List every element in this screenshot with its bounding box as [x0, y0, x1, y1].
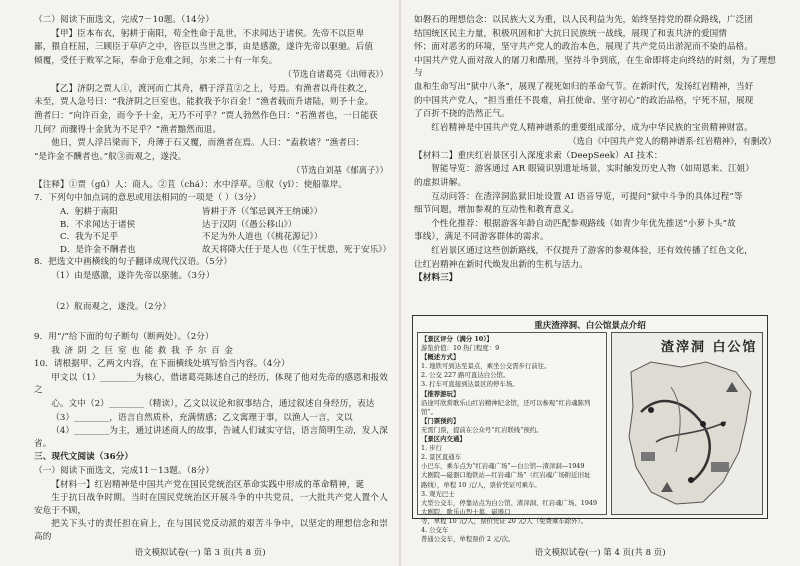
page-footer: 语文模拟试卷(一) 第 3 页(共 8 页): [134, 548, 266, 558]
q7-option-row: [34, 206, 388, 219]
material-three-label: 【材料三】: [414, 273, 458, 284]
text-line: 的中国共产党人，“担当重任不畏难，肩扛使命、坚守初心”的政治品格，宁死不屈，展现: [414, 95, 754, 106]
section3-line: 生于抗日战争时期。当时在国民党统治区开展斗争的中共党员，一大批共产党人置个人安危于不顾，: [34, 493, 388, 516]
text-line: 红岩精神是中国共产党人精神谱系的重要组成部分，成为中华民族的宝贵精神财富。: [431, 122, 753, 133]
q7-option-left: A．躬耕于南阳: [60, 206, 118, 217]
text-line: 7．下列句中加点词的意思或用法相同的一项是（ ）（3分）: [34, 193, 262, 204]
q8-line: 8．把选文中画横线的句子翻译成现代汉语。（5分）: [34, 257, 233, 268]
q10-line: 心。文中（2）________（精读），乙文以议论和叙事结合，通过叙述自身经历，表达: [51, 399, 375, 410]
q7-option-left: B．不求闻达于诸侯: [60, 219, 136, 230]
section3-line: 三、现代文阅读（36分）: [34, 452, 134, 463]
info-line: 1. 地铁可到达至景点，乘坐公交需步行前往。: [421, 362, 551, 371]
map-illustration: [611, 332, 763, 515]
text-line: 红岩景区通过这些创新路线，不仅提升了游客的参观体验，还有效传播了红色文化，: [431, 245, 753, 256]
q8-line: （1）由是感激，遂许先帝以驱驰。（3分）: [51, 270, 215, 281]
info-line: 等，单程 10 元/人，票价凭证 20 元/人（免费乘车除外）。: [421, 516, 588, 525]
text-line: 怀；面对恶劣的环境，坚守共产党人的政治本色，展现了共产党员出淤泥而不染的品格。: [414, 42, 754, 53]
info-line: 3. 打车可直接到达景区的停车场。: [421, 380, 519, 389]
scenic-info-panel: [417, 332, 607, 544]
text-line: 的虚拟讲解。: [414, 177, 467, 188]
text-line: 让红岩精神在新时代焕发出新的生机与活力。: [414, 259, 588, 270]
q7-option-right: 不足为外人道也（《桃花源记》）: [202, 232, 323, 243]
info-line: 无需门票，提前在公众号“红岩联线”预约。: [421, 425, 543, 434]
q7-option-row: [34, 219, 388, 232]
section3-line: （一）阅读下面选文，完成11－13题。（8分）: [34, 466, 215, 477]
box-title: 重庆渣滓洞、白公馆景点介绍: [534, 321, 646, 331]
info-line: 1. 步行: [421, 444, 442, 453]
text-line: 未至，贾人急号曰：“我济阴之巨室也，能救我予尔百金！”渔者载而升诸陆，则予十金。: [34, 97, 374, 108]
text-line: 如磐石的理想信念：以民族大义为重，以人民利益为先，始终坚持党的群众路线，广泛团: [414, 15, 754, 25]
q10-line: 10．请根据甲、乙两文内容，在下面横线处填写恰当内容。（4分）: [34, 359, 290, 370]
info-line: 【景区评分（满分 10）】: [421, 335, 493, 343]
text-line: 智能导览：游客通过 AR 眼镜识别遗址场景，实时触发历史人物（如周恩来、江姐）: [431, 164, 755, 175]
text-line: 【注释】①贾（gǔ）人：商人。②苴（chá）：水中浮草。③舣（yǐ）：使船靠岸。: [34, 179, 348, 190]
material-three-box: [412, 315, 768, 544]
text-line: （节选自诸葛亮《出师表》）: [283, 69, 388, 80]
q8-line: （2）舣而观之，遂没。（2分）: [51, 301, 172, 312]
text-line: 了百折不挠的浩然正气。: [414, 109, 510, 120]
q7-option-row: [34, 244, 392, 257]
section3-line: 【材料一】红岩精神是中国共产党在国民党统治区革命实践中形成的革命精神，诞: [51, 479, 365, 490]
q7-option-right: 达于汉阴（《愚公移山》）: [202, 219, 297, 230]
info-line: 【推荐游玩】: [421, 389, 460, 398]
q7-option-left: D．是许金不酬者也: [60, 244, 136, 255]
q7-option-left: C．我为不足乎: [60, 232, 119, 243]
map-title: 渣滓洞 白公馆: [661, 340, 758, 355]
q10-line: （3）________，语言自然质朴，充满情感；乙文寓理于事，以渔人一言，文以: [51, 412, 353, 423]
text-line: 他日，贾人浮吕梁而下，舟薄于石又覆，而渔者在焉。人曰：“盍救诸？”渔者曰：: [51, 138, 365, 149]
text-line: 鄙，猥自枉屈，三顾臣于草庐之中，咨臣以当世之事，由是感激，遂许先帝以驱驰。后值: [34, 42, 374, 53]
text-line: 中国共产党人面对敌人的屠刀和酷刑，坚持斗争到底，在生命即将走向终结的时刻，为了理想与: [414, 55, 776, 79]
text-line: （二）阅读下面选文，完成7－10题。（14分）: [34, 15, 215, 25]
text-line: 互动问答：在渣滓洞监狱旧址设置 AI 语音导览，可提问“狱中斗争的具体过程”等: [431, 191, 743, 202]
info-line: 大型公交车，停靠站点为白公馆、渣滓洞、红岩魂广场、1949 大剧院、歌乐山烈士墓、磁器口: [421, 498, 598, 516]
text-line: 渔者曰：“向许百金，而今予十金，无乃不可乎？”贾人勃然作色曰：“若渔者也，一日能获: [34, 110, 378, 121]
info-line: 2. 公交 227 路可直达白公馆。: [421, 371, 510, 380]
info-line: 【景区内交通】: [421, 435, 466, 444]
text-line: 几何？而骤得十金犹为不足乎？”渔者黯然而退。: [34, 124, 222, 135]
scenic-map: [611, 332, 763, 515]
info-line: 【概述方式】: [421, 353, 460, 362]
info-line: 3. 观光巴士: [421, 489, 455, 498]
info-line: 小巴车，乘车点为“红岩魂广场”—白公馆—渣滓洞—1949: [421, 462, 585, 471]
q10-line: 甲文以（1）________为核心，借诸葛亮陈述自己的经历，体现了他对先帝的感恩和报效之: [34, 372, 388, 396]
text-line: 细节问题，增加参观的互动性和教育意义。: [414, 205, 580, 216]
info-line: 大剧院—磁器口地铁站—红岩魂广场”（红岩魂广场附近旧址: [421, 471, 591, 480]
info-line: 2. 景区直通车: [421, 453, 462, 462]
info-line: 游览价值：10 热门程度：9: [421, 344, 500, 353]
text-line: （节选自刘基《郁离子》）: [291, 165, 388, 176]
answer-space: [34, 314, 388, 331]
text-line: （选自《中国共产党人的精神谱系·红岩精神》，有删改）: [568, 136, 776, 147]
text-line: 事线），满足不同游客群体的需求。: [414, 232, 549, 243]
info-line: 路线），单程 10 元/人，票价凭证可乘车。: [421, 480, 541, 489]
answer-space: [34, 284, 388, 301]
q7-option-row: [34, 231, 388, 244]
info-line: 普通公交车，单程票价 2 元/次。: [421, 535, 515, 544]
q7-option-right: 故天将降大任于是人也（《生于忧患，死于安乐》）: [202, 244, 392, 255]
page-footer: 语文模拟试卷(一) 第 4 页(共 8 页): [534, 548, 666, 558]
section3-line: 把关下头寸的责任担在肩上，在与国民党反动派的艰苦斗争中，以坚定的理想信念和崇高的: [34, 519, 388, 542]
q10-line: （4）________为主，通过讲述商人的故事，告诫人们诚实守信，语言简明生动，发人深省。: [34, 426, 388, 449]
text-line: 【甲】臣本布衣，躬耕于南阳，苟全性命于乱世，不求闻达于诸侯。先帝不以臣卑: [51, 28, 365, 39]
text-line: 个性化推荐：根据游客年龄自动匹配参观路线（如青少年优先推送“小萝卜头”故: [431, 218, 736, 229]
q7-option-right: 皆耕于齐（《邹忌讽齐王纳谏》）: [202, 206, 323, 217]
text-line: 【乙】济阴之贾人①，渡河而亡其舟，栖于浮苴②之上，号焉。有渔者以舟往救之，: [51, 83, 373, 94]
q9-line: 我 济 阴 之 巨 室 也 能 救 我 予 尔 百 金: [51, 345, 235, 356]
text-line: 结国统区民主力量，积极巩固和扩大抗日民族统一战线，展现了和衷共济的爱国情: [414, 28, 727, 39]
q9-line: 9．用“/”给下面的句子断句（断两处）。（2分）: [34, 332, 214, 343]
text-line: 血和生命写出“狱中八条”，展现了视死如归的革命气节。在新时代，发扬红岩精神，当好: [414, 81, 754, 92]
info-line: 4. 公交车: [421, 525, 449, 534]
text-line: 【材料二】重庆红岩景区引入深度求索（DeepSeek）AI 技术：: [414, 150, 663, 161]
info-line: 【门票预约】: [421, 416, 460, 425]
info-line: 沿途可欣赏歌乐山红岩精神纪念馆，还可以参观“红岩魂陈列馆”。: [421, 398, 591, 416]
text-line: “是许金不酬者也。”舣③而观之，遂没。: [34, 151, 187, 162]
text-line: 倾覆，受任于败军之际，奉命于危难之间，尔来二十有一年矣。: [34, 55, 278, 66]
